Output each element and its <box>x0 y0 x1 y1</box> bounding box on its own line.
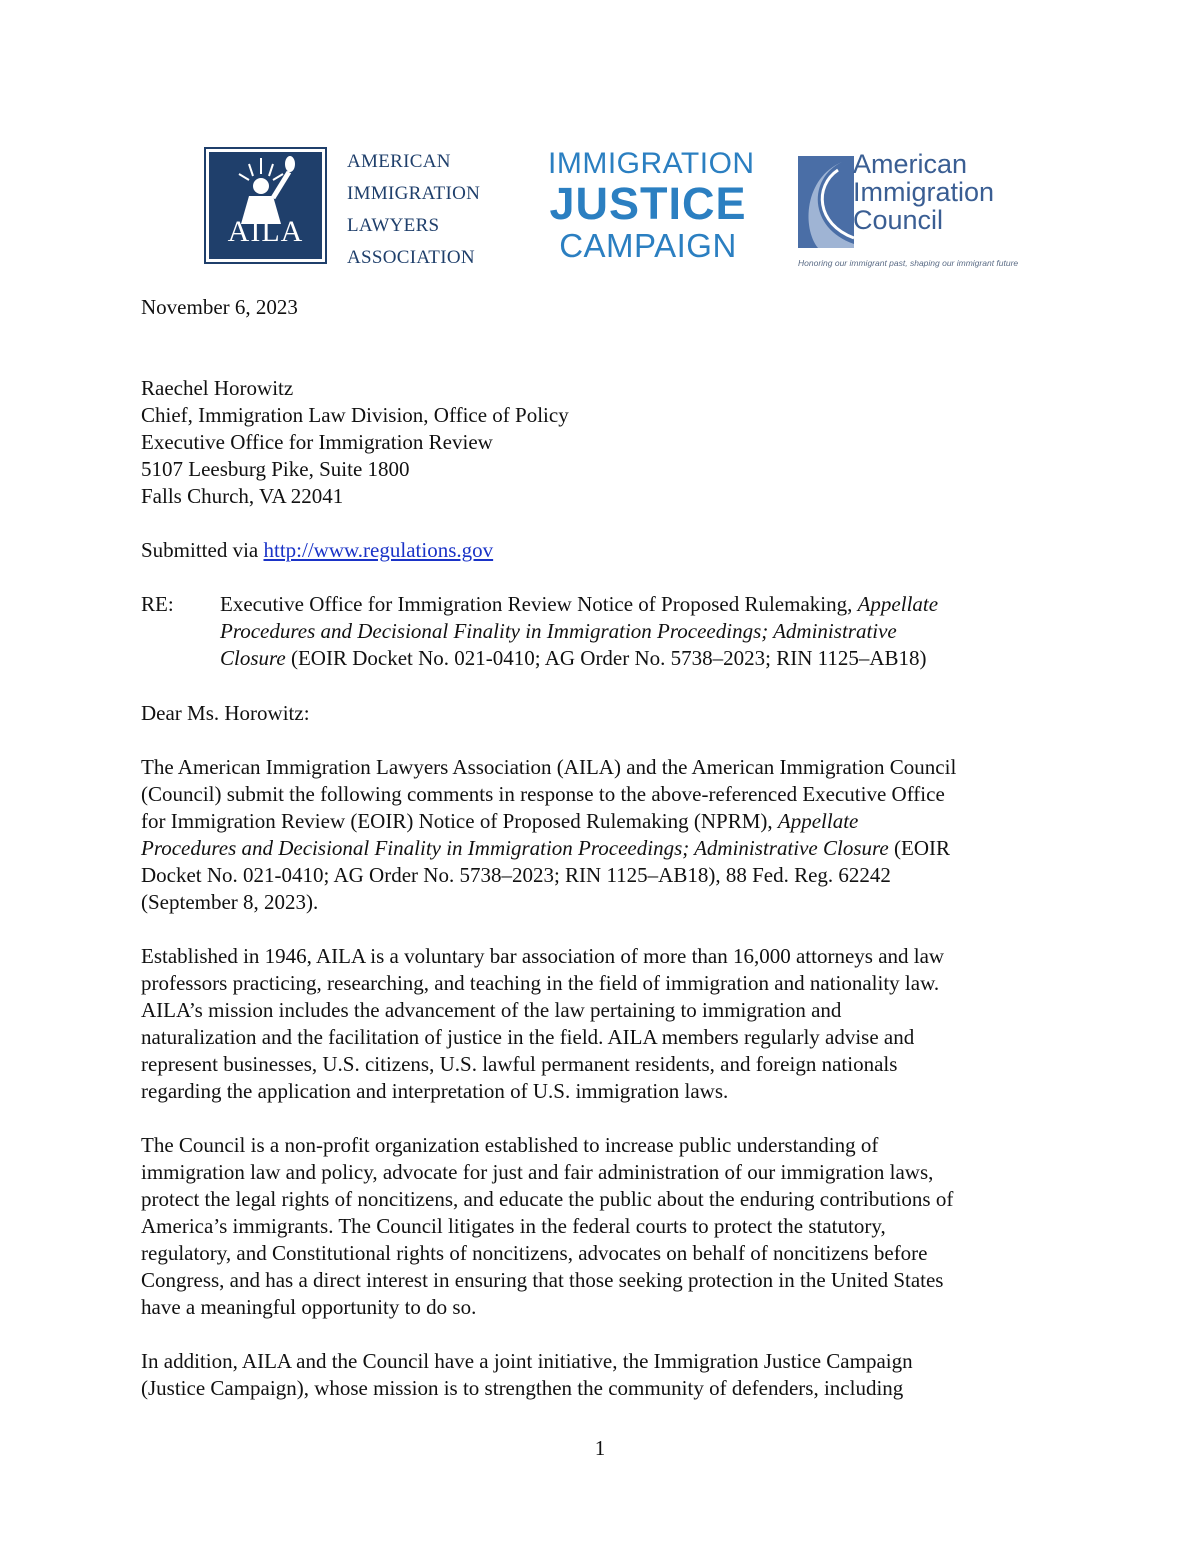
para1-line: (September 8, 2023). <box>141 890 319 914</box>
recipient-office: Executive Office for Immigration Review <box>141 430 493 454</box>
recipient-street: 5107 Leesburg Pike, Suite 1800 <box>141 457 410 481</box>
para2-line: Established in 1946, AILA is a voluntary bar association of more than 16,000 attorneys and law <box>141 944 945 968</box>
re-label: RE: <box>141 592 174 616</box>
statue-of-liberty-icon <box>209 154 324 224</box>
para3-line: protect the legal rights of noncitizens, and educate the public about the enduring contributions of <box>141 1187 954 1211</box>
re-line-3: Closure (EOIR Docket No. 021-0410; AG Order No. 5738–2023; RIN 1125–AB18) <box>220 646 927 670</box>
letter-date: November 6, 2023 <box>141 295 298 319</box>
para3-line: The Council is a non-profit organization established to increase public understanding of <box>141 1133 879 1157</box>
council-swoosh-icon <box>798 148 858 253</box>
re-line-2: Procedures and Decisional Finality in Immigration Proceedings; Administrative <box>220 619 897 643</box>
recipient-city: Falls Church, VA 22041 <box>141 484 344 508</box>
submitted-via: Submitted via http://www.regulations.gov <box>141 538 494 562</box>
justice-campaign-logo: IMMIGRATION JUSTICE CAMPAIGN <box>548 147 755 264</box>
page-number: 1 <box>594 1436 606 1460</box>
para3-line: immigration law and policy, advocate for just and fair administration of our immigration laws, <box>141 1160 934 1184</box>
recipient-title: Chief, Immigration Law Division, Office of Policy <box>141 403 569 427</box>
para4-line: In addition, AILA and the Council have a joint initiative, the Immigration Justice Campaign <box>141 1349 913 1373</box>
para1-line: for Immigration Review (EOIR) Notice of Proposed Rulemaking (NPRM), Appellate <box>141 809 859 833</box>
american-immigration-council-logo <box>798 146 1019 274</box>
para2-line: naturalization and the facilitation of justice in the field. AILA members regularly advise and <box>141 1025 915 1049</box>
para1-line: (Council) submit the following comments in response to the above-referenced Executive Office <box>141 782 945 806</box>
aila-logo <box>204 147 327 264</box>
para3-line: Congress, and has a direct interest in ensuring that those seeking protection in the United States <box>141 1268 944 1292</box>
para3-line: regulatory, and Constitutional rights of noncitizens, advocates on behalf of noncitizens before <box>141 1241 928 1265</box>
aic-name: American Immigration Council <box>853 149 995 235</box>
aic-tagline: Honoring our immigrant past, shaping our immigrant future <box>798 258 1019 268</box>
salutation: Dear Ms. Horowitz: <box>141 701 310 725</box>
para2-line: professors practicing, researching, and teaching in the field of immigration and nationality law. <box>141 971 940 995</box>
para2-line: represent businesses, U.S. citizens, U.S. lawful permanent residents, and foreign nationals <box>141 1052 898 1076</box>
para4-line: (Justice Campaign), whose mission is to strengthen the community of defenders, including <box>141 1376 904 1400</box>
para3-line: America’s immigrants. The Council litigates in the federal courts to protect the statutory, <box>141 1214 886 1238</box>
para2-line: AILA’s mission includes the advancement of the law pertaining to immigration and <box>141 998 842 1022</box>
para3-line: have a meaningful opportunity to do so. <box>141 1295 477 1319</box>
aila-abbrev: AILA <box>227 215 304 248</box>
para2-line: regarding the application and interpretation of U.S. immigration laws. <box>141 1079 729 1103</box>
para1-line: The American Immigration Lawyers Association (AILA) and the American Immigration Council <box>141 755 957 779</box>
aila-name: AMERICAN IMMIGRATION LAWYERS ASSOCIATION <box>347 151 481 268</box>
recipient-name: Raechel Horowitz <box>141 376 294 400</box>
logo-row <box>0 140 1200 275</box>
re-line-1: Executive Office for Immigration Review Notice of Proposed Rulemaking, Appellate <box>220 592 939 616</box>
para1-line: Docket No. 021-0410; AG Order No. 5738–2023; RIN 1125–AB18), 88 Fed. Reg. 62242 <box>141 863 891 887</box>
regulations-gov-link[interactable]: http://www.regulations.gov <box>263 538 494 562</box>
para1-line: Procedures and Decisional Finality in Immigration Proceedings; Administrative Closure (EOIR <box>141 836 950 860</box>
